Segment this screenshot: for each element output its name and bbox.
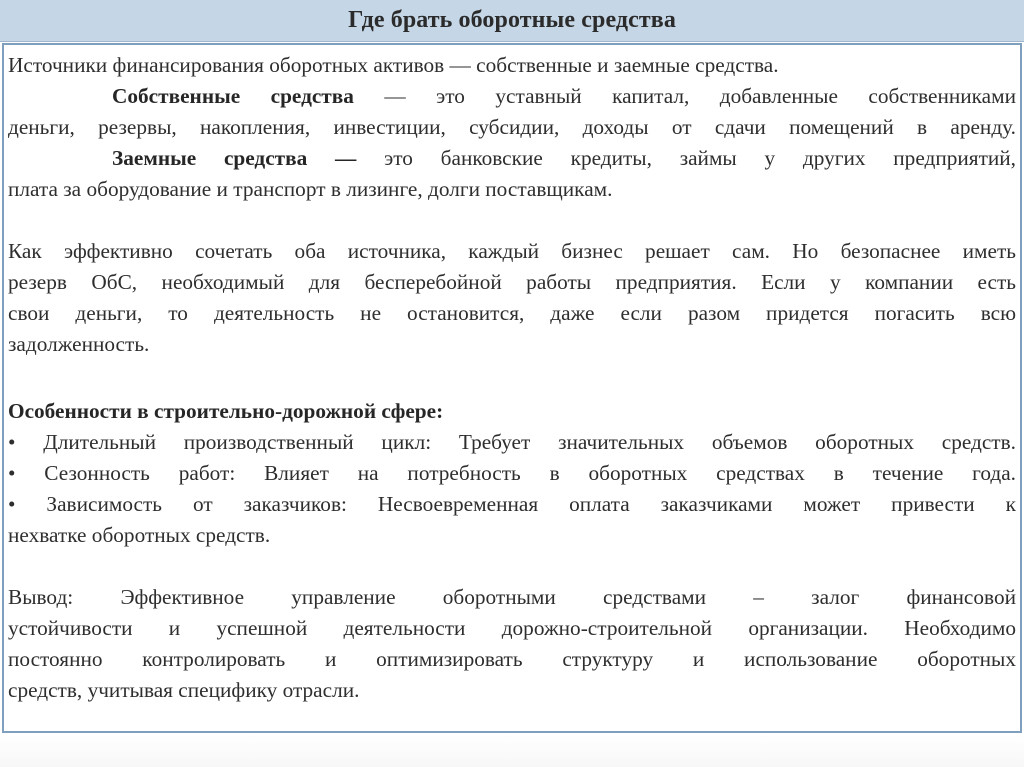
combine-line-4: задолженность. [8, 332, 150, 356]
own-funds-line-1 [8, 81, 1016, 112]
features-section [8, 396, 1016, 551]
conclusion-paragraph [8, 582, 1016, 706]
combine-line-1: Как эффективно сочетать оба источника, каждый бизнес решает сам. Но безопаснее иметь [8, 239, 1016, 263]
combine-line-2: резерв ОбС, необходимый для бесперебойной работы предприятия. Если у компании есть [8, 270, 1016, 294]
conclusion-line-3: постоянно контролировать и оптимизировать структуру и использование оборотных [8, 647, 1016, 671]
own-funds-text-1: это уставный капитал, добавленные собственниками [436, 84, 1016, 108]
borrowed-funds-line-2: плата за оборудование и транспорт в лизинге, долги поставщикам. [8, 177, 613, 201]
intro-text: Источники финансирования оборотных активов — собственные и заемные средства. [8, 53, 779, 77]
conclusion-line-1: Вывод: Эффективное управление оборотными средствами – залог финансовой [8, 585, 1016, 609]
intro-paragraph [8, 50, 1016, 81]
borrowed-funds-term: Заемные средства — [112, 146, 357, 170]
conclusion-line-2: устойчивости и успешной деятельности дорожно-строительной организации. Необходимо [8, 616, 1016, 640]
bottom-margin [0, 735, 1024, 767]
feature-item-3-line-1: • Зависимость от заказчиков: Несвоевременная оплата заказчиками может привести к [8, 492, 1016, 516]
conclusion-line-4: средств, учитывая специфику отрасли. [8, 678, 360, 702]
own-funds-dash: — [353, 84, 437, 108]
borrowed-funds-text-1: это банковские кредиты, займы у других предприятий, [356, 146, 1017, 170]
borrowed-funds-line-1 [8, 143, 1016, 174]
combine-line-3: свои деньги, то деятельность не остановится, даже если разом придется погасить всю [8, 301, 1016, 325]
combine-paragraph [8, 236, 1016, 360]
title-bar [0, 0, 1024, 42]
borrowed-funds-paragraph [8, 143, 1016, 205]
slide-title: Где брать оборотные средства [348, 7, 676, 33]
own-funds-paragraph [8, 81, 1016, 143]
features-heading: Особенности в строительно-дорожной сфере: [8, 399, 444, 423]
feature-item-3-line-2: нехватке оборотных средств. [8, 523, 271, 547]
own-funds-term: Собственные средства [112, 84, 354, 108]
own-funds-line-2: деньги, резервы, накопления, инвестиции, субсидии, доходы от сдачи помещений в аренду. [8, 115, 1016, 139]
feature-item-1: • Длительный производственный цикл: Требует значительных объемов оборотных средств. [8, 430, 1016, 454]
feature-item-2: • Сезонность работ: Влияет на потребность в оборотных средствах в течение года. [8, 461, 1016, 485]
